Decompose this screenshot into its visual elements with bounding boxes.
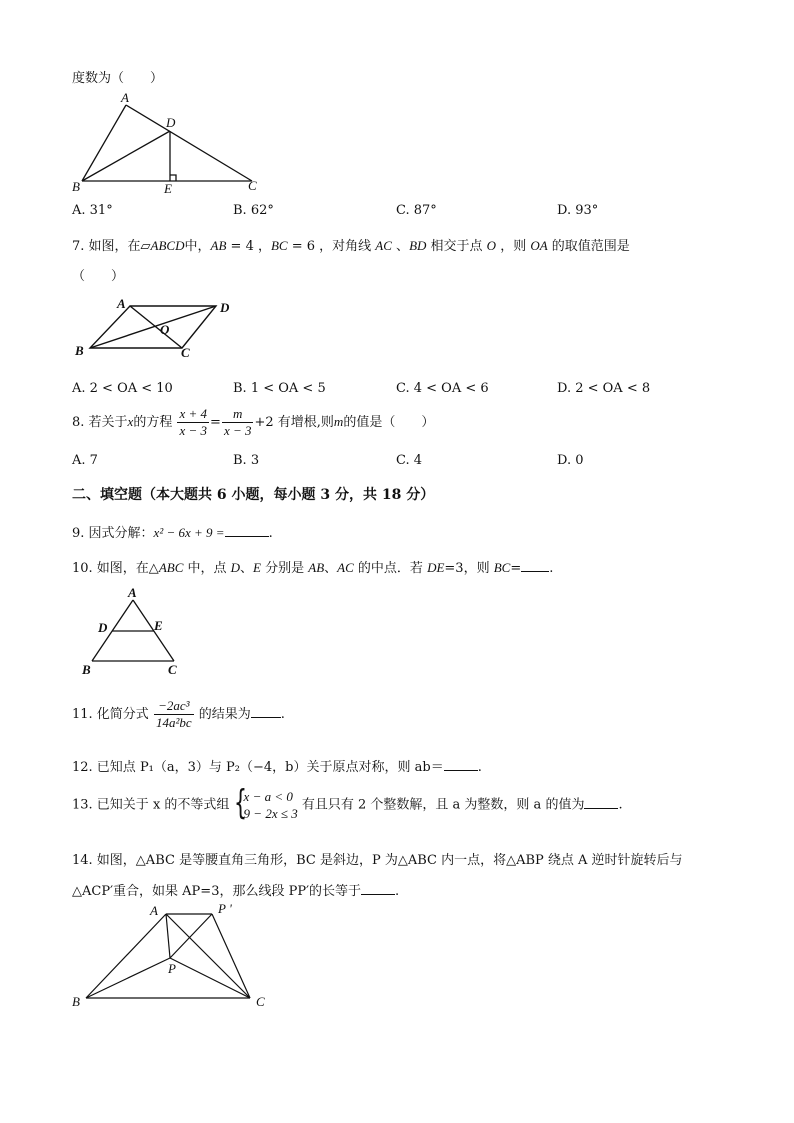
q7-label-b: B <box>75 343 84 358</box>
q11-fraction: $\frac{\text{−2ac³}}{\text{14a²bc}}$ <box>155 698 192 730</box>
q13-stem: 13. 已知关于 x 的不等式组 { x − a < 0 9 − 2x ≤ 3 有且只有 2 个整数解，且 a 为整数，则 a 的值为 . <box>72 783 623 823</box>
q10-triangle-figure <box>78 584 188 679</box>
q11-stem: 11. 化简分式 $\frac{\text{−2ac³}}{\text{14a²bc}}$ 的结果为 . <box>72 698 285 730</box>
q10-stem: 10. 如图，在△ABC 中，点 D、E 分别是 AB、AC 的中点．若 DE=3，则 BC= . <box>72 560 554 576</box>
q14-stem-line2: △ACP′重合，如果 AP=3，那么线段 PP′的长等于 . <box>72 880 399 899</box>
q6-label-d: D <box>166 115 176 130</box>
q7-stem-cont: （ ） <box>72 269 125 284</box>
q6-label-e: E <box>164 181 172 196</box>
q7-parallelogram-figure <box>70 292 240 362</box>
q14-label-b: B <box>72 994 80 1009</box>
q7-option-c: C. 4 < OA < 6 <box>396 381 489 396</box>
q14-answer-blank[interactable] <box>361 881 395 895</box>
q7-stem: 7. 如图，在▱ABCD中，AB = 4 ，BC = 6 ，对角线 AC 、BD 相交于点 O ，则 OA 的取值范围是 <box>72 238 630 254</box>
q14-label-a: A <box>150 903 158 918</box>
q9-stem: 9. 因式分解：x² − 6x + 9 = . <box>72 525 273 541</box>
q8-fraction-1: $\frac{x + 4}{x - 3}$ <box>179 406 208 438</box>
q7-option-d: D. 2 < OA < 8 <box>557 381 651 396</box>
q11-answer-blank[interactable] <box>251 704 281 718</box>
q6-option-c: C. 87° <box>396 203 437 218</box>
q6-tail: 度数为（ ） <box>72 71 164 86</box>
q12-answer-blank[interactable] <box>444 757 478 771</box>
q14-label-p: P <box>168 961 176 976</box>
q7-option-a: A. 2 < OA < 10 <box>72 381 173 396</box>
q7-label-a: A <box>117 296 126 311</box>
q10-answer-blank[interactable] <box>521 558 549 572</box>
q6-option-b: B. 62° <box>233 203 274 218</box>
q8-option-b: B. 3 <box>233 453 260 468</box>
q6-option-d: D. 93° <box>557 203 599 218</box>
q7-label-d: D <box>220 300 230 315</box>
q7-label-c: C <box>181 345 190 360</box>
q7-option-b: B. 1 < OA < 5 <box>233 381 326 396</box>
q10-label-d: D <box>98 620 108 635</box>
q14-label-p-prime: P ' <box>218 901 232 916</box>
q14-stem-line1: 14. 如图，△ABC 是等腰直角三角形，BC 是斜边，P 为△ABC 内一点，将△ABP 绕点 A 逆时针旋转后与 <box>72 853 683 868</box>
q8-stem: 8. 若关于x的方程 $\frac{x + 4}{x - 3}$ = $\frac{m}{x - 3}$ +2 有增根,则m的值是（ ） <box>72 406 435 438</box>
q8-fraction-2: $\frac{m}{x - 3}$ <box>223 406 252 438</box>
q10-label-b: B <box>82 662 91 677</box>
q13-answer-blank[interactable] <box>584 795 618 809</box>
section-2-title: 二、填空题（本大题共 6 小题，每小题 3 分，共 18 分） <box>72 487 435 503</box>
q7-label-o: O <box>160 322 170 337</box>
q10-label-c: C <box>168 662 177 677</box>
q13-inequality-system: { x − a < 0 9 − 2x ≤ 3 <box>233 783 298 823</box>
q12-stem: 12. 已知点 P₁（a，3）与 P₂（−4，b）关于原点对称，则 ab＝ . <box>72 756 482 775</box>
q10-label-a: A <box>128 585 137 600</box>
q8-option-c: C. 4 <box>396 453 423 468</box>
q6-option-a: A. 31° <box>72 203 113 218</box>
q6-label-c: C <box>248 178 257 193</box>
q14-rotation-figure <box>66 900 286 1012</box>
q9-answer-blank[interactable] <box>225 523 269 537</box>
q6-label-b: B <box>72 179 80 194</box>
q8-option-d: D. 0 <box>557 453 584 468</box>
q6-triangle-figure <box>70 92 270 196</box>
q6-label-a: A <box>121 92 129 105</box>
q10-label-e: E <box>154 618 163 633</box>
q14-label-c: C <box>256 994 265 1009</box>
q8-option-a: A. 7 <box>72 453 98 468</box>
